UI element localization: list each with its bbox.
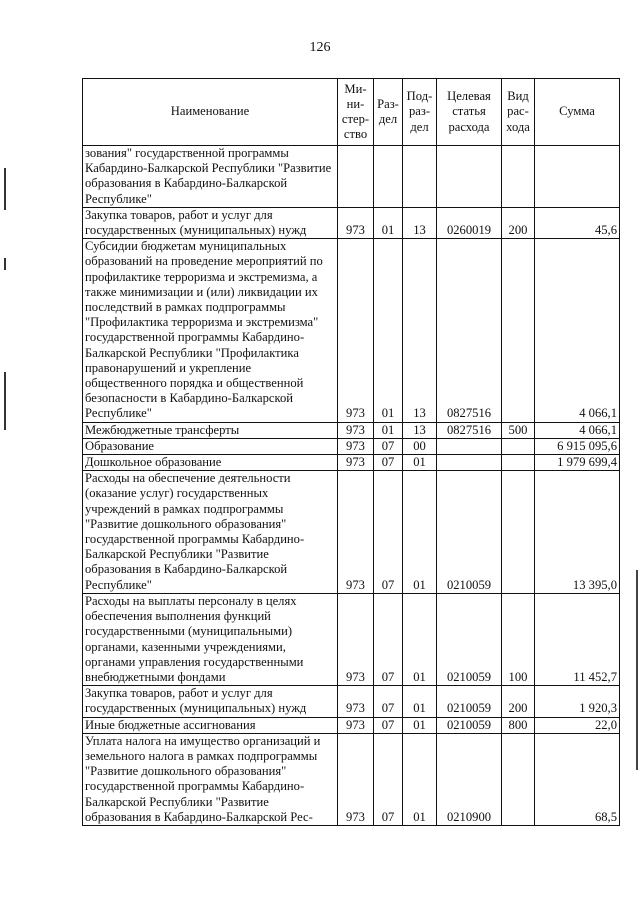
table-row bbox=[83, 686, 620, 717]
row-target: 0260019 bbox=[437, 207, 502, 238]
row-name: Расходы на выплаты персоналу в целях обеспечения выполнения функций государственными (муниципальными) органами, казенными учреждениями, органами управления государственными внебюджетными фондами bbox=[83, 593, 338, 685]
row-amount: 4 066,1 bbox=[535, 422, 620, 438]
row-target: 0210900 bbox=[437, 733, 502, 825]
row-ministry: 973 bbox=[338, 438, 374, 454]
table-row bbox=[83, 146, 620, 208]
table-row bbox=[83, 593, 620, 685]
row-section: 01 bbox=[374, 422, 403, 438]
budget-table bbox=[82, 78, 620, 826]
row-target: 0210059 bbox=[437, 717, 502, 733]
header-target-article: Целевая статья расхода bbox=[437, 79, 502, 146]
row-target bbox=[437, 455, 502, 471]
row-section: 07 bbox=[374, 686, 403, 717]
table-row bbox=[83, 455, 620, 471]
row-amount: 45,6 bbox=[535, 207, 620, 238]
table-row bbox=[83, 471, 620, 594]
page-number: 126 bbox=[309, 40, 331, 55]
row-ministry bbox=[338, 146, 374, 208]
header-name: Наименование bbox=[83, 79, 338, 146]
row-target bbox=[437, 146, 502, 208]
row-type bbox=[502, 239, 535, 422]
row-subsection: 01 bbox=[403, 455, 437, 471]
row-type bbox=[502, 733, 535, 825]
row-amount: 22,0 bbox=[535, 717, 620, 733]
row-subsection: 00 bbox=[403, 438, 437, 454]
row-amount: 11 452,7 bbox=[535, 593, 620, 685]
row-section: 07 bbox=[374, 455, 403, 471]
table-row bbox=[83, 239, 620, 422]
row-section: 07 bbox=[374, 471, 403, 594]
header-ministry: Ми- ни- стер- ство bbox=[338, 79, 374, 146]
row-ministry: 973 bbox=[338, 686, 374, 717]
table-header-row bbox=[83, 79, 620, 146]
row-amount: 13 395,0 bbox=[535, 471, 620, 594]
row-amount: 68,5 bbox=[535, 733, 620, 825]
row-amount: 6 915 095,6 bbox=[535, 438, 620, 454]
table-row bbox=[83, 717, 620, 733]
row-subsection: 01 bbox=[403, 593, 437, 685]
row-type bbox=[502, 455, 535, 471]
header-section: Раз- дел bbox=[374, 79, 403, 146]
row-subsection: 01 bbox=[403, 686, 437, 717]
header-expense-type: Вид рас- хода bbox=[502, 79, 535, 146]
row-name: Закупка товаров, работ и услуг для государственных (муниципальных) нужд bbox=[83, 686, 338, 717]
row-name: Субсидии бюджетам муниципальных образований на проведение мероприятий по профилактике терроризма и экстремизма, а также минимизации и (или) ликвидации их последствий в рамках подпрограммы "Профилактика терроризма и экстремизма" государственной программы Кабардино-Балкарской Республики "Профилактика правонарушений и укрепление общественного порядка и общественной безопасности в Кабардино-Балкарской Республике" bbox=[83, 239, 338, 422]
row-type: 200 bbox=[502, 207, 535, 238]
row-subsection: 01 bbox=[403, 733, 437, 825]
row-type: 500 bbox=[502, 422, 535, 438]
row-target: 0210059 bbox=[437, 471, 502, 594]
row-ministry: 973 bbox=[338, 733, 374, 825]
table-row bbox=[83, 207, 620, 238]
row-ministry: 973 bbox=[338, 239, 374, 422]
row-subsection: 01 bbox=[403, 471, 437, 594]
row-subsection: 13 bbox=[403, 239, 437, 422]
row-name: Уплата налога на имущество организаций и земельного налога в рамках подпрограммы "Развитие дошкольного образования" государственной программы Кабардино-Балкарской Республики "Развитие образования в Кабардино-Балкарской Рес- bbox=[83, 733, 338, 825]
row-subsection: 13 bbox=[403, 207, 437, 238]
row-target: 0210059 bbox=[437, 593, 502, 685]
row-section bbox=[374, 146, 403, 208]
row-name: Расходы на обеспечение деятельности (оказание услуг) государственных учреждений в рамках подпрограммы "Развитие дошкольного образования" государственной программы Кабардино-Балкарской Республики "Развитие образования в Кабардино-Балкарской Республике" bbox=[83, 471, 338, 594]
row-section: 01 bbox=[374, 207, 403, 238]
row-name: Образование bbox=[83, 438, 338, 454]
row-type: 100 bbox=[502, 593, 535, 685]
row-name: зования" государственной программы Кабардино-Балкарской Республики "Развитие образования в Кабардино-Балкарской Республике" bbox=[83, 146, 338, 208]
row-amount: 1 979 699,4 bbox=[535, 455, 620, 471]
row-subsection: 01 bbox=[403, 717, 437, 733]
row-type: 200 bbox=[502, 686, 535, 717]
row-ministry: 973 bbox=[338, 471, 374, 594]
row-target: 0827516 bbox=[437, 422, 502, 438]
row-ministry: 973 bbox=[338, 422, 374, 438]
row-target: 0827516 bbox=[437, 239, 502, 422]
row-name: Дошкольное образование bbox=[83, 455, 338, 471]
row-ministry: 973 bbox=[338, 593, 374, 685]
row-section: 07 bbox=[374, 717, 403, 733]
table-row bbox=[83, 438, 620, 454]
row-amount: 4 066,1 bbox=[535, 239, 620, 422]
margin-mark bbox=[4, 258, 6, 270]
row-ministry: 973 bbox=[338, 455, 374, 471]
row-name: Межбюджетные трансферты bbox=[83, 422, 338, 438]
row-section: 07 bbox=[374, 593, 403, 685]
row-type bbox=[502, 146, 535, 208]
row-target bbox=[437, 438, 502, 454]
row-name: Иные бюджетные ассигнования bbox=[83, 717, 338, 733]
table-row bbox=[83, 422, 620, 438]
row-type bbox=[502, 438, 535, 454]
row-type: 800 bbox=[502, 717, 535, 733]
row-subsection bbox=[403, 146, 437, 208]
row-target: 0210059 bbox=[437, 686, 502, 717]
row-type bbox=[502, 471, 535, 594]
row-amount bbox=[535, 146, 620, 208]
header-subsection: Под- раз- дел bbox=[403, 79, 437, 146]
row-section: 07 bbox=[374, 438, 403, 454]
margin-mark bbox=[4, 168, 6, 210]
margin-mark bbox=[636, 570, 638, 770]
row-section: 01 bbox=[374, 239, 403, 422]
row-section: 07 bbox=[374, 733, 403, 825]
header-amount: Сумма bbox=[535, 79, 620, 146]
table-row bbox=[83, 733, 620, 825]
row-name: Закупка товаров, работ и услуг для государственных (муниципальных) нужд bbox=[83, 207, 338, 238]
row-amount: 1 920,3 bbox=[535, 686, 620, 717]
row-ministry: 973 bbox=[338, 717, 374, 733]
row-ministry: 973 bbox=[338, 207, 374, 238]
margin-mark bbox=[4, 372, 6, 430]
row-subsection: 13 bbox=[403, 422, 437, 438]
